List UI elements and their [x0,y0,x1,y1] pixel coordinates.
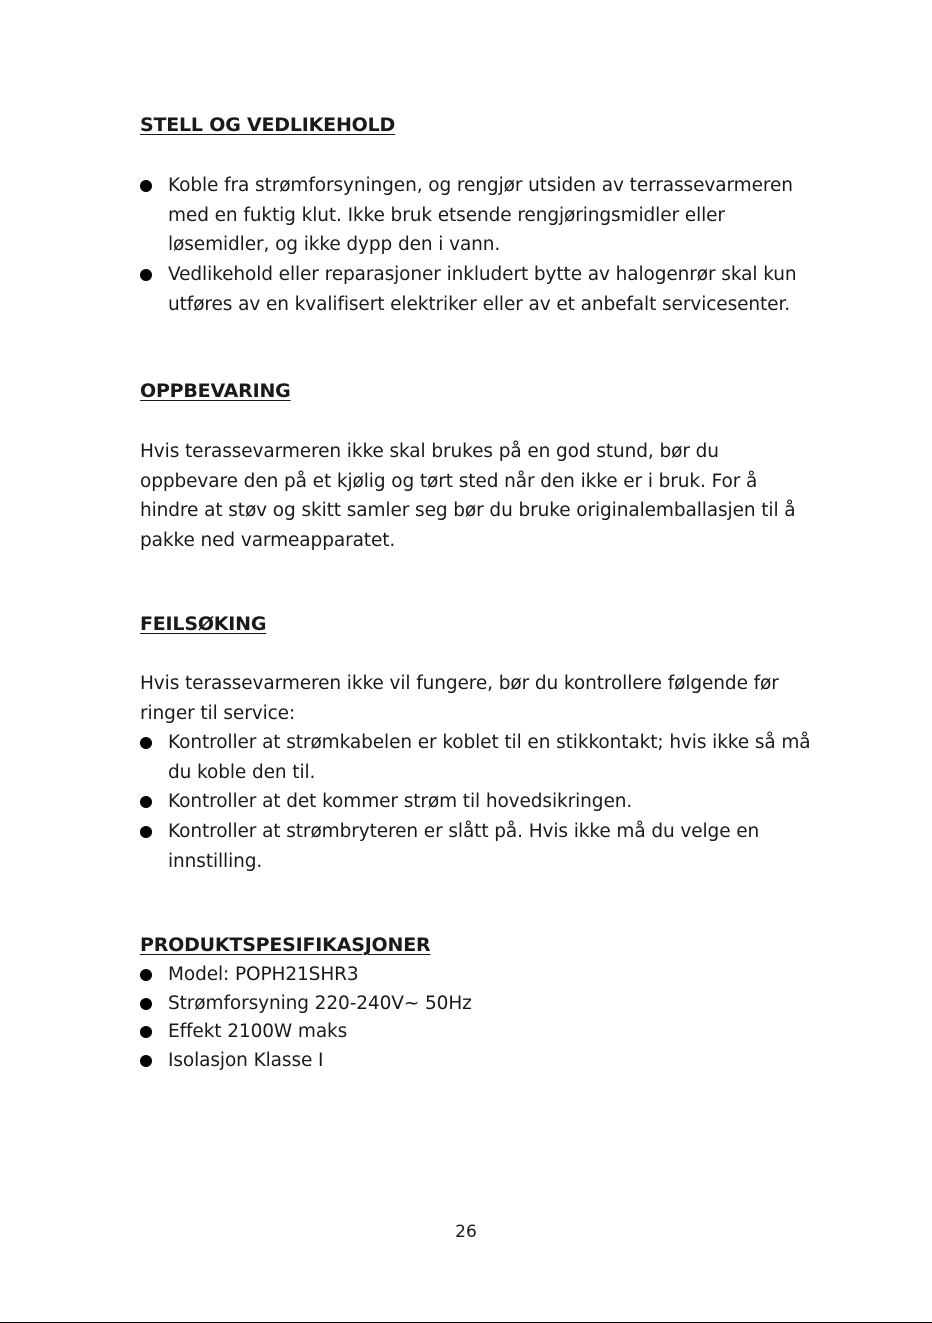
list-item [140,260,820,319]
list-item-text: Model: POPH21SHR3 [168,964,359,985]
bullet-icon [140,180,152,192]
troubleshooting-paragraph: Hvis terassevarmeren ikke vil fungere, bør du kontrollere følgende før ringer til service: [140,673,779,724]
bullet-icon [140,1055,152,1067]
list-item-text: Vedlikehold eller reparasjoner inkludert bytte av halogenrør skal kun utføres av en kvalifisert elektriker eller av et anbefalt servicesenter. [168,264,797,315]
list-item [140,817,820,876]
bullet-icon [140,969,152,981]
list-item-text: Kontroller at det kommer strøm til hovedsikringen. [168,791,633,813]
list-item [140,728,820,787]
list-item-text: Kontroller at strømkabelen er koblet til en stikkontakt; hvis ikke så må du koble den til. [168,732,811,783]
list-item-text: Isolasjon Klasse I [168,1049,324,1071]
bullet-icon [140,1026,152,1038]
section-heading-specs: PRODUKTSPESIFIKASJONER [140,934,431,956]
list-item [140,1018,820,1047]
care-bullet-list [140,171,820,320]
bullet-icon [140,826,152,838]
list-item [140,787,820,817]
section-heading-troubleshooting: FEILSØKING [140,613,267,635]
list-item-text: Strømforsyning 220-240V~ 50Hz [168,992,472,1014]
list-item [140,1047,820,1076]
bullet-icon [140,737,152,749]
list-item [140,171,820,260]
list-item-text: Kontroller at strømbryteren er slått på. Hvis ikke må du velge en innstilling. [168,821,760,872]
section-heading-storage: OPPBEVARING [140,380,291,402]
page-number: 26 [455,1222,477,1242]
list-item [140,990,820,1019]
section-heading-care: STELL OG VEDLIKEHOLD [140,114,396,136]
list-item [140,961,820,990]
troubleshooting-bullet-list [140,728,820,877]
storage-paragraph: Hvis terassevarmeren ikke skal brukes på en god stund, bør du oppbevare den på et kjølig og tørt sted når den ikke er i bruk. For å hindre at støv og skitt samler seg bør du bruke originalemballasjen til å pakke ned varmeapparatet. [140,441,796,552]
bullet-icon [140,269,152,281]
bullet-icon [140,796,152,808]
list-item-text: Koble fra strømforsyningen, og rengjør utsiden av terrassevarmeren med en fuktig klut. Ikke bruk etsende rengjøringsmidler eller løsemidler, og ikke dypp den i vann. [168,175,793,256]
bullet-icon [140,998,152,1010]
list-item-text: Effekt 2100W maks [168,1021,348,1042]
specs-bullet-list [140,961,820,1075]
